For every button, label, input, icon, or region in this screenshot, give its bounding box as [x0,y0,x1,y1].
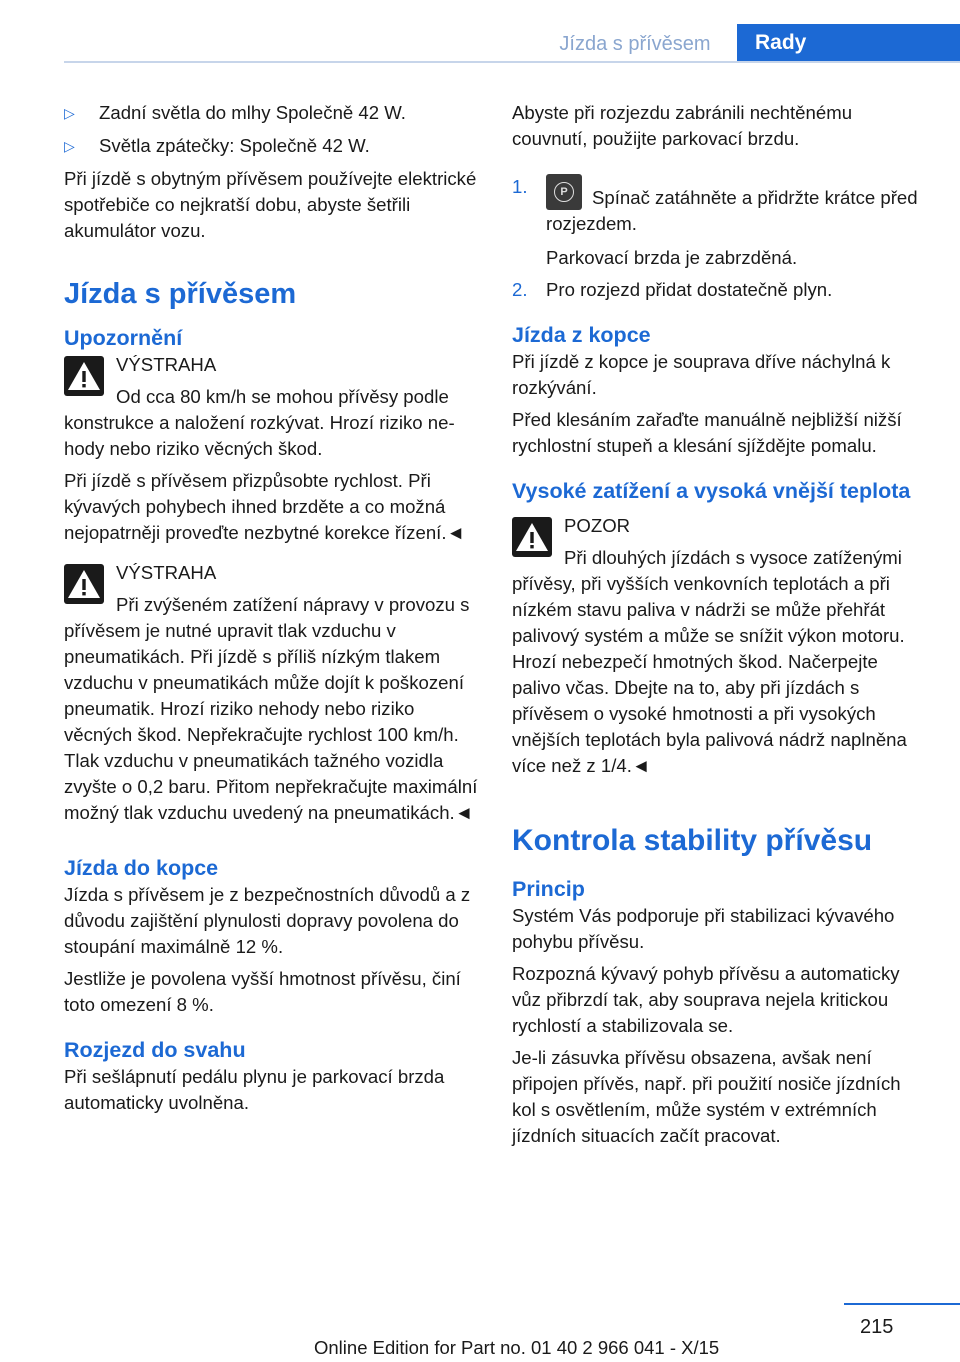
warning-block [512,513,926,779]
warning-triangle-icon [64,564,104,604]
triangle-bullet-icon: ▷ [64,105,75,121]
warning-text: Při zvýšeném zatížení nápravy v provozu s přívěsem je nutné upravit tlak vzduchu v pneumatikách. Při jízdě s příliš nízkým tlakem vzduchu v pneumatikách může dojít k poškození pneumatik. Hrozí riziko nehody nebo riziko věcných škod. Nepřekračujte rychlost 100 km/h. Tlak vzduchu v pneumatikách tažného vozidla zvyšte o 0,2 baru. Přitom nepřekračujte maximální možný tlak vzduchu uvedený na pneumatikách.◄ [64,594,478,823]
subsection-heading: Upozornění [64,326,183,350]
subsection-heading: Vysoké zatížení a vysoká vnější teplota [512,479,911,503]
list-item: 2. Pro rozjezd přidat dostatečně plyn. [512,277,926,303]
subsection-heading: Princip [512,877,585,901]
paragraph: Při jízdě s obytným přívěsem používejte elektrické spotřebiče co nejkratší dobu, abyste šetřili akumulátor vozu. [64,168,477,241]
numbered-list [512,174,926,303]
page-number-rule [844,1303,960,1305]
warning-triangle-icon [512,517,552,557]
edition-footer: Online Edition for Part no. 01 40 2 966 041 - X/15 [314,1337,720,1358]
paragraph: Jestliže je povolena vyšší hmotnost přívěsu, činí toto omezení 8 %. [64,968,461,1015]
parking-brake-icon: P [546,174,582,210]
paragraph: Při jízdě z kopce je souprava dříve náchylná k rozkývání. [512,351,891,398]
warning-title: VÝSTRAHA [116,562,217,583]
subsection-heading: Jízda z kopce [512,323,651,347]
paragraph: Je-li zásuvka přívěsu obsazena, avšak není připojen přívěs, např. při použití nosiče jízdních kol s osvětlením, může systém v extrémních jízdních situacích začít pracovat. [512,1047,901,1146]
section-heading: Kontrola stability přívěsu [512,824,873,857]
left-column [64,100,478,1122]
page-number: 215 [860,1316,894,1338]
warning-text: Při dlouhých jízdách s vysoce zatíženými přívěsy, při vyšších venkovních teplotách a při nízkém stavu paliva v nádrži se může přehřát palivový systém a může se snížit výkon motoru. Hrozí nebezpečí hmotných škod. Načerpejte palivo včas. Dbejte na to, aby při jízdách s přívěsem o vysoké hmotnosti a při vysokých vnějších teplotách byla palivová nádrž naplněna více než z 1/4.◄ [512,547,907,776]
warning-text: Od cca 80 km/h se mohou přívěsy podle konstrukce a naložení rozkývat. Hrozí riziko nehody nebo riziko věcných škod. [64,386,455,459]
paragraph: Jízda s přívěsem je z bezpečnostních důvodů a z důvodu zajištění plynulosti dopravy povolena do stoupání maximálně 12 %. [64,884,471,957]
subsection-heading: Rozjezd do svahu [64,1038,246,1062]
step-number: 1. [512,176,528,197]
paragraph: Systém Vás podporuje při stabilizaci kývavého pohybu přívěsu. [512,905,895,952]
triangle-bullet-icon: ▷ [64,138,75,154]
header-tab-rady[interactable]: Rady [737,24,960,62]
paragraph: Před klesáním zařaďte manuálně nejbližší nižší rychlostní stupeň a klesání sjíždějte pomalu. [512,409,902,456]
list-item: ▷ Světla zpátečky: Společně 42 W. [64,133,478,159]
right-column [512,100,926,1155]
warning-triangle-icon [64,356,104,396]
section-heading: Jízda s přívěsem [64,278,297,310]
warning-text: Při jízdě s přívěsem přizpůsobte rychlost. Při kývavých pohybech ihned brzděte a co možná nejopatrněji proveďte nezbytné korekce řízení.◄ [64,470,465,543]
subsection-heading: Jízda do kopce [64,856,219,880]
header-section-title: Jízda s přívěsem [559,33,711,55]
paragraph: Abyste při rozjezdu zabránili nechtěnému couvnutí, použijte parkovací brzdu. [512,102,853,149]
step-note: Parkovací brzda je zabrzděná. [546,247,798,268]
list-item: ▷ Zadní světla do mlhy Společně 42 W. [64,100,478,126]
paragraph: Při sešlápnutí pedálu plynu je parkovací brzda automaticky uvolněna. [64,1066,445,1113]
step-number: 2. [512,279,528,300]
warning-block [64,560,478,826]
paragraph: Rozpozná kývavý pohyb přívěsu a automaticky vůz přibrzdí tak, aby souprava nejela kritickou rychlostí a stabilizovala se. [512,963,900,1036]
warning-title: VÝSTRAHA [116,354,217,375]
header-divider [64,61,960,63]
warning-title: POZOR [564,515,631,536]
page-header [0,0,960,62]
list-item: 1. P Spínač zatáhněte a přidržte krátce před rozjezdem. Parkovací brzda je zabrzděná. [512,174,926,271]
warning-block [64,352,478,546]
